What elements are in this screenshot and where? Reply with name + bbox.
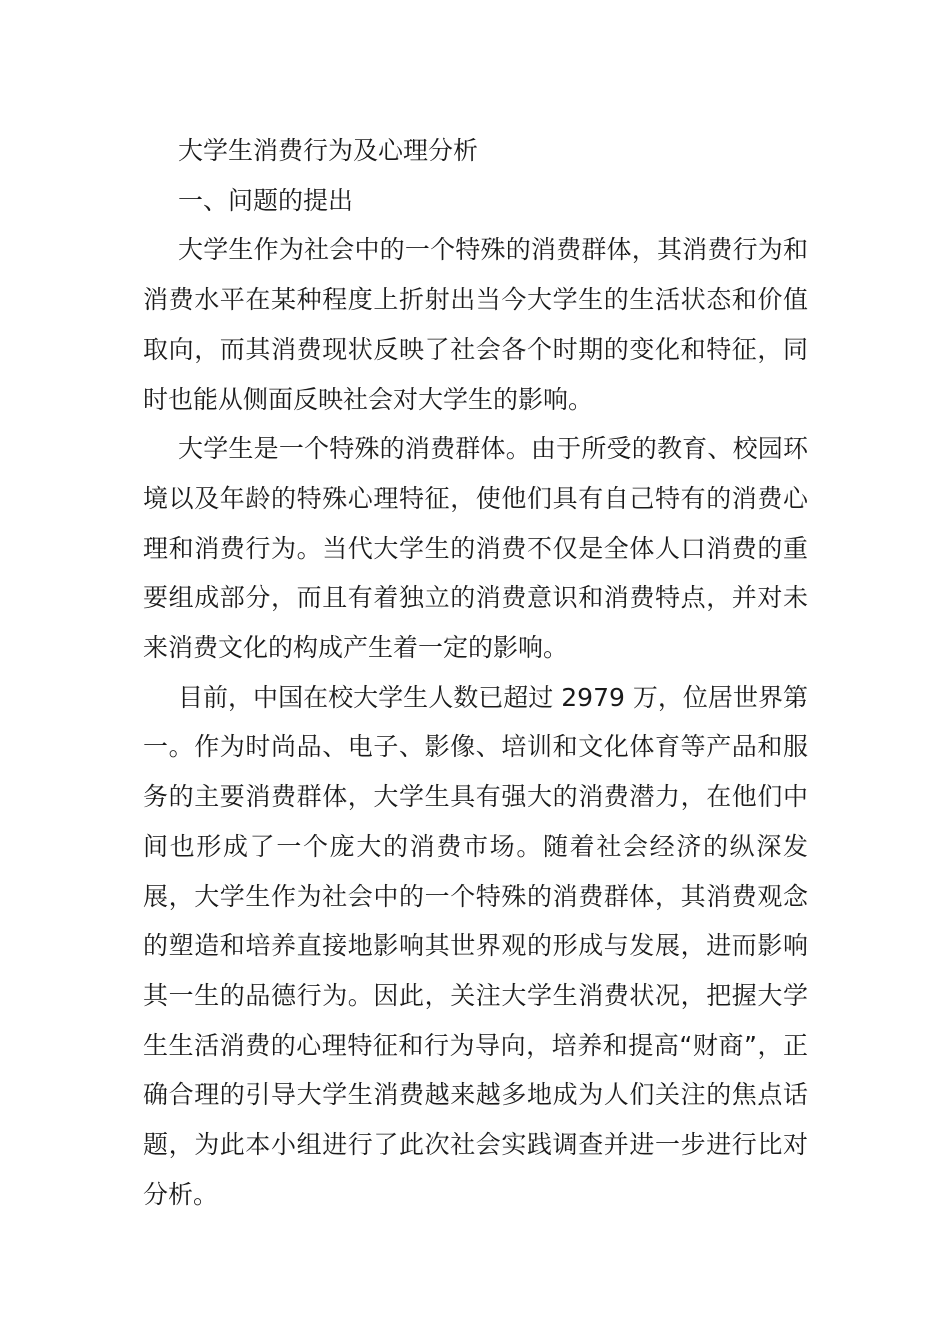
document-title: 大学生消费行为及心理分析 — [178, 136, 479, 165]
paragraph: 大学生作为社会中的一个特殊的消费群体，其消费行为和消费水平在某种程度上折射出当今大学生的生活状态和价值取向，而其消费现状反映了社会各个时期的变化和特征，同时也能从侧面反映社会对大学生的影响。 — [143, 235, 808, 414]
section-heading: 一、问题的提出 — [178, 185, 354, 215]
paragraph: 目前，中国在校大学生人数已超过 2979 万，位居世界第一。作为时尚品、电子、影像、培训和文化体育等产品和服务的主要消费群体，大学生具有强大的消费潜力，在他们中间也形成了一个庞大的消费市场。随着社会经济的纵深发展，大学生作为社会中的一个特殊的消费群体，其消费观念的塑造和培养直接地影响其世界观的形成与发展，进而影响其一生的品德行为。因此，关注大学生消费状况，把握大学生生活消费的心理特征和行为导向，培养和提高“财商”，正确合理的引导大学生消费越来越多地成为人们关注的焦点话题，为此本小组进行了此次社会实践调查并进一步进行比对分析。 — [143, 682, 808, 1209]
document-body — [143, 126, 808, 1219]
paragraph: 大学生是一个特殊的消费群体。由于所受的教育、校园环境以及年龄的特殊心理特征，使他们具有自己特有的消费心理和消费行为。当代大学生的消费不仅是全体人口消费的重要组成部分，而且有着独立的消费意识和消费特点，并对未来消费文化的构成产生着一定的影响。 — [143, 434, 808, 663]
